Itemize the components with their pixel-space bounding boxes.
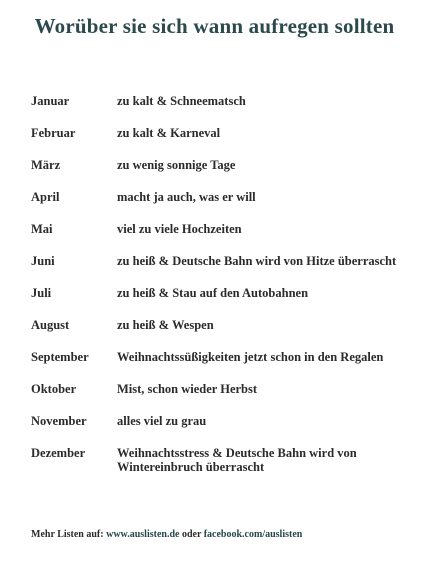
footer	[31, 529, 302, 540]
month-label: Oktober	[31, 382, 77, 396]
month-label: Dezember	[31, 446, 86, 460]
month-label: Februar	[31, 126, 76, 140]
reason-text: zu wenig sonnige Tage	[117, 158, 236, 172]
reason-text: Weihnachtssüßigkeiten jetzt schon in den Regalen	[117, 350, 384, 364]
list-item	[31, 446, 421, 490]
reason-text: zu kalt & Schneematsch	[117, 94, 246, 108]
reason-text: macht ja auch, was er will	[117, 190, 256, 204]
list-item	[31, 190, 421, 222]
month-label: März	[31, 158, 61, 172]
facebook-link[interactable]: facebook.com/auslisten	[203, 529, 303, 540]
month-label: August	[31, 318, 70, 332]
reason-text: Weihnachtsstress & Deutsche Bahn wird von Wintereinbruch überrascht	[117, 446, 357, 474]
list-item	[31, 286, 421, 318]
list-item	[31, 382, 421, 414]
month-label: September	[31, 350, 89, 364]
reason-text: Mist, schon wieder Herbst	[117, 382, 258, 396]
month-label: Juli	[31, 286, 52, 300]
reason-text: zu heiß & Stau auf den Autobahnen	[117, 286, 309, 300]
footer-prefix: Mehr Listen auf:	[31, 529, 104, 540]
list-item	[31, 94, 421, 126]
list-item	[31, 318, 421, 350]
footer-connector: oder	[181, 529, 202, 540]
month-list	[31, 94, 421, 490]
list-item	[31, 254, 421, 286]
reason-text: zu heiß & Wespen	[117, 318, 214, 332]
list-item	[31, 414, 421, 446]
page-title: Worüber sie sich wann aufregen sollten	[34, 14, 395, 38]
month-label: April	[31, 190, 60, 204]
reason-text: zu kalt & Karneval	[117, 126, 221, 140]
list-item	[31, 350, 421, 382]
month-label: Januar	[31, 94, 70, 108]
reason-text: viel zu viele Hochzeiten	[117, 222, 242, 236]
month-label: Mai	[31, 222, 53, 236]
month-label: Juni	[31, 254, 55, 268]
list-item	[31, 126, 421, 158]
month-label: November	[31, 414, 87, 428]
list-item	[31, 158, 421, 190]
list-item	[31, 222, 421, 254]
reason-text: alles viel zu grau	[117, 414, 207, 428]
reason-text: zu heiß & Deutsche Bahn wird von Hitze überrascht	[117, 254, 397, 268]
website-link[interactable]: www.auslisten.de	[106, 529, 180, 540]
